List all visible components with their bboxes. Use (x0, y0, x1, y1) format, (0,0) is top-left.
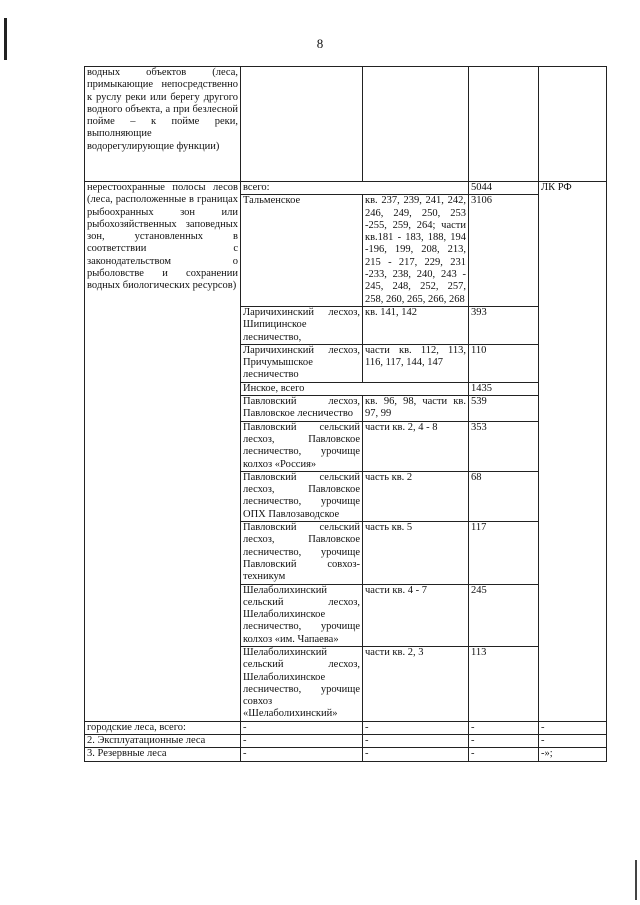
empty-cell (241, 67, 363, 182)
quarters: часть кв. 2 (363, 471, 469, 521)
continuation-row (85, 67, 607, 182)
quarters: кв. 141, 142 (363, 306, 469, 344)
category-cell: нерестоохранные полосы лесов (леса, расположенные в границах рыбоохранных зон или рыбохозяйственных заповедных зон, установленных в соответствии с законодательством о рыболовстве и сохранении водных биологических ресурсов) (85, 182, 241, 722)
quarters: части кв. 4 - 7 (363, 584, 469, 646)
area: 1435 (469, 382, 539, 395)
empty-cell (363, 67, 469, 182)
dash-cell: - (469, 721, 539, 734)
quarters: части кв. 2, 3 (363, 646, 469, 721)
area: 110 (469, 344, 539, 382)
forestry-name: Ларичихинский лесхоз, Шипицинское лесничество, (241, 306, 363, 344)
area: 539 (469, 396, 539, 422)
quarters: часть кв. 5 (363, 522, 469, 584)
quarters: кв. 96, 98, части кв. 97, 99 (363, 396, 469, 422)
dash-cell: - (539, 721, 607, 734)
scan-edge-mark-right (635, 860, 637, 900)
dash-cell: - (469, 735, 539, 748)
quarters: кв. 237, 239, 241, 242, 246, 249, 250, 253 -255, 259, 264; части кв.181 - 183, 188, 194 -196, 199, 208, 213, 215 - 217, 229, 231 -233, 238, 240, 243 - 245, 248, 252, 257, 258, 260, 265, 266, 268 (363, 195, 469, 307)
row-label: 2. Эксплуатационные леса (85, 735, 241, 748)
quarters: части кв. 112, 113, 116, 117, 144, 147 (363, 344, 469, 382)
forestry-name: Павловский сельский лесхоз, Павловское лесничество, урочище колхоз «Россия» (241, 421, 363, 471)
area: 353 (469, 421, 539, 471)
dash-cell: - (241, 748, 363, 761)
spawning-total-row (85, 182, 607, 195)
total-label: всего: (241, 182, 469, 195)
area: 113 (469, 646, 539, 721)
legal-basis: ЛК РФ (539, 182, 607, 722)
empty-cell (539, 67, 607, 182)
forestry-name: Шелаболихинский сельский лесхоз, Шелаболихинское лесничество, урочище колхоз «им. Чапаева» (241, 584, 363, 646)
empty-cell (469, 67, 539, 182)
dash-cell: - (241, 721, 363, 734)
dash-cell: - (363, 721, 469, 734)
forestry-name: Павловский сельский лесхоз, Павловское лесничество, урочище ОПХ Павлозаводское (241, 471, 363, 521)
page-number: 8 (316, 36, 324, 51)
dash-cell: - (469, 748, 539, 761)
total-area: 5044 (469, 182, 539, 195)
footer-row (85, 748, 607, 761)
dash-cell: - (363, 748, 469, 761)
row-label: 3. Резервные леса (85, 748, 241, 761)
forestry-name: Ларичихинский лесхоз, Причумышское лесничество (241, 344, 363, 382)
row-label: городские леса, всего: (85, 721, 241, 734)
forestry-name: Павловский сельский лесхоз, Павловское лесничество, урочище Павловский совхоз-техникум (241, 522, 363, 584)
dash-cell: -»; (539, 748, 607, 761)
area: 245 (469, 584, 539, 646)
area: 68 (469, 471, 539, 521)
dash-cell: - (539, 735, 607, 748)
forestry-name: Павловский лесхоз, Павловское лесничество (241, 396, 363, 422)
forestry-name: Инское, всего (241, 382, 469, 395)
dash-cell: - (241, 735, 363, 748)
area: 393 (469, 306, 539, 344)
category-cell: водных объектов (леса, примыкающие непосредственно к руслу реки или берегу другого водного объекта, а при безлесной пойме – к пойме реки, выполняющие водорегулирующие функции) (85, 67, 241, 182)
dash-cell: - (363, 735, 469, 748)
area: 3106 (469, 195, 539, 307)
forestry-name: Тальменское (241, 195, 363, 307)
footer-row (85, 735, 607, 748)
footer-row (85, 721, 607, 734)
quarters: части кв. 2, 4 - 8 (363, 421, 469, 471)
forestry-name: Шелаболихинский сельский лесхоз, Шелаболихинское лесничество, урочище совхоз «Шелаболихинский» (241, 646, 363, 721)
forest-protection-table (84, 66, 607, 762)
area: 117 (469, 522, 539, 584)
